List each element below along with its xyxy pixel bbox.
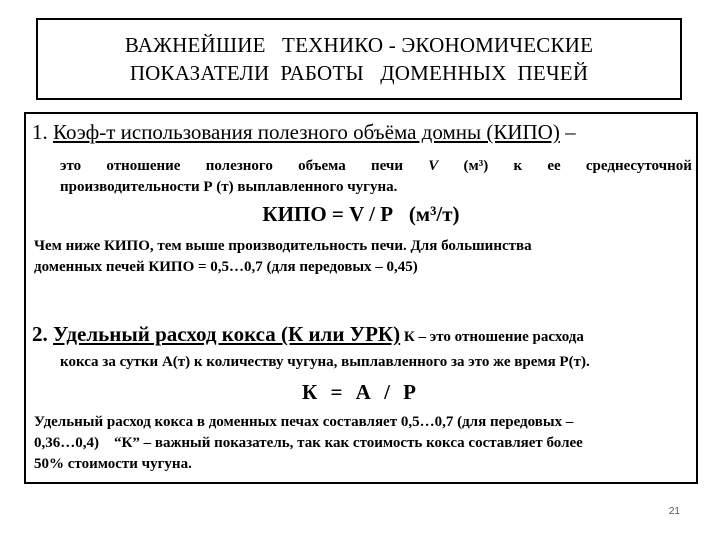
content-box: [24, 112, 698, 484]
word: среднесуточной: [585, 158, 692, 174]
section-1-number: 1.: [32, 120, 48, 144]
title-line-1: ВАЖНЕЙШИЕ ТЕХНИКО - ЭКОНОМИЧЕСКИЕ: [124, 33, 594, 57]
section-1-note: [34, 236, 690, 278]
section-1-note-line-2: доменных печей КИПО = 0,5…0,7 (для передовых – 0,45): [34, 259, 418, 275]
word: ее: [547, 158, 561, 174]
word: V: [428, 158, 439, 174]
word: печи: [370, 158, 403, 174]
section-2-note: [34, 412, 690, 475]
title-box: [36, 18, 682, 100]
word: к: [513, 158, 523, 174]
word: объема: [298, 158, 346, 174]
section-2-note-line-2: 0,36…0,4) “К” – важный показатель, так как стоимость кокса составляет более: [34, 435, 583, 451]
word: (м³): [463, 158, 489, 174]
section-1-note-line-1: Чем ниже КИПО, тем выше производительность печи. Для большинства: [34, 238, 532, 254]
section-1-heading: [32, 120, 576, 145]
section-1-description: [60, 156, 692, 198]
kipo-formula: КИПО = V / Р (м³/т): [262, 202, 460, 226]
section-2-definition: К – это отношение расхода: [400, 329, 584, 345]
section-2-title: Удельный расход кокса (К или УРК): [53, 322, 401, 346]
word: полезного: [205, 158, 273, 174]
section-1-description-line-2: производительности Р (т) выплавленного чугуна.: [60, 179, 398, 195]
title-line-2: ПОКАЗАТЕЛИ РАБОТЫ ДОМЕННЫХ ПЕЧЕЙ: [129, 61, 589, 85]
coke-rate-formula: К = А / Р: [301, 380, 421, 404]
section-2-note-line-3: 50% стоимости чугуна.: [34, 456, 192, 472]
word: отношение: [106, 158, 181, 174]
page-number: 21: [668, 506, 680, 517]
word: это: [60, 158, 82, 174]
section-1-description-line-1: [60, 156, 692, 177]
section-1-title: Коэф-т использования полезного объёма домны (КИПО): [53, 120, 560, 144]
section-2-number: 2.: [32, 322, 48, 346]
section-2-note-line-1: Удельный расход кокса в доменных печах составляет 0,5…0,7 (для передовых –: [34, 414, 574, 430]
section-2-heading: [32, 322, 584, 347]
section-2-description: кокса за сутки А(т) к количеству чугуна, выплавленного за это же время Р(т).: [60, 354, 590, 370]
section-1-dash: –: [559, 120, 576, 144]
